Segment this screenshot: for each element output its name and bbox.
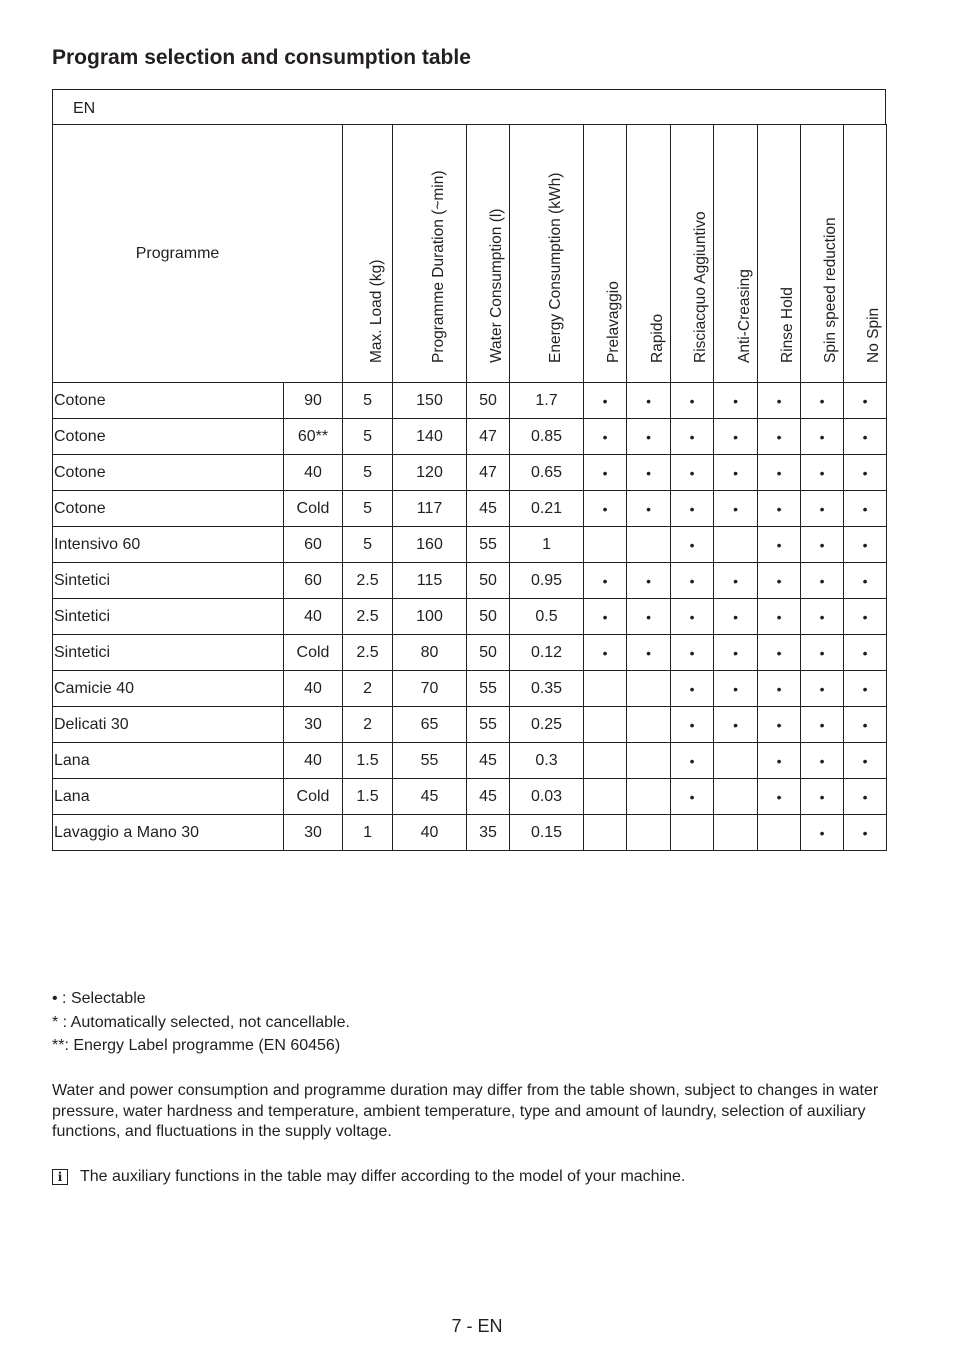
consumption-note: Water and power consumption and programme duration may differ from the table shown, subject to changes in water pressure, water hardness and temperature, ambient temperature, type and amount of laundry, selection of auxiliary functions, and fluctuations in the supply voltage.	[52, 1082, 879, 1140]
option-cell: •	[844, 671, 887, 707]
option-cell: •	[671, 563, 714, 599]
max-load-cell: 1.5	[343, 743, 393, 779]
program-table-container	[52, 89, 886, 851]
energy-consumption-cell: 1.7	[510, 383, 584, 419]
water-consumption-cell: 45	[467, 743, 510, 779]
temperature-cell: 40	[284, 671, 343, 707]
water-consumption-cell: 55	[467, 671, 510, 707]
duration-cell: 80	[393, 635, 467, 671]
page-title: Program selection and consumption table	[52, 46, 471, 69]
option-cell: •	[714, 419, 758, 455]
option-cell	[627, 527, 671, 563]
temperature-cell: 30	[284, 815, 343, 851]
option-cell	[627, 743, 671, 779]
option-cell	[671, 815, 714, 851]
option-cell: •	[714, 599, 758, 635]
option-cell: •	[801, 707, 844, 743]
programme-name-cell: Delicati 30	[53, 707, 284, 743]
option-cell: •	[671, 707, 714, 743]
option-cell	[758, 815, 801, 851]
option-cell: •	[801, 383, 844, 419]
water-consumption-cell: 45	[467, 491, 510, 527]
option-cell	[714, 779, 758, 815]
language-label: EN	[52, 89, 886, 124]
legend	[52, 987, 350, 1058]
option-cell: •	[714, 455, 758, 491]
option-cell: •	[627, 563, 671, 599]
option-cell	[627, 779, 671, 815]
table-row	[53, 743, 887, 779]
energy-consumption-cell: 0.03	[510, 779, 584, 815]
table-row	[53, 455, 887, 491]
column-header: Max. Load (kg)	[343, 125, 393, 383]
option-cell: •	[584, 491, 627, 527]
programme-name-cell: Lana	[53, 743, 284, 779]
option-cell: •	[584, 419, 627, 455]
option-cell: •	[671, 455, 714, 491]
duration-cell: 140	[393, 419, 467, 455]
column-header: Risciacquo Aggiuntivo	[671, 125, 714, 383]
temperature-cell: Cold	[284, 491, 343, 527]
table-row	[53, 671, 887, 707]
duration-cell: 65	[393, 707, 467, 743]
option-cell: •	[844, 383, 887, 419]
temperature-cell: Cold	[284, 779, 343, 815]
option-cell: •	[844, 419, 887, 455]
water-consumption-cell: 50	[467, 635, 510, 671]
option-cell: •	[758, 635, 801, 671]
max-load-cell: 5	[343, 527, 393, 563]
option-cell: •	[758, 671, 801, 707]
water-consumption-cell: 50	[467, 383, 510, 419]
max-load-cell: 2.5	[343, 635, 393, 671]
column-header: Energy Consumption (kWh)	[510, 125, 584, 383]
option-cell: •	[584, 635, 627, 671]
table-row	[53, 707, 887, 743]
option-cell: •	[844, 707, 887, 743]
table-header-row	[53, 125, 887, 383]
option-cell: •	[671, 599, 714, 635]
option-cell: •	[801, 419, 844, 455]
water-consumption-cell: 50	[467, 563, 510, 599]
water-consumption-cell: 45	[467, 779, 510, 815]
option-cell: •	[758, 707, 801, 743]
energy-consumption-cell: 0.21	[510, 491, 584, 527]
option-cell: •	[758, 491, 801, 527]
option-cell: •	[671, 527, 714, 563]
temperature-cell: 30	[284, 707, 343, 743]
option-cell: •	[671, 635, 714, 671]
energy-consumption-cell: 1	[510, 527, 584, 563]
option-cell	[627, 707, 671, 743]
option-cell: •	[627, 383, 671, 419]
temperature-cell: 60**	[284, 419, 343, 455]
water-consumption-cell: 47	[467, 419, 510, 455]
info-icon: i	[52, 1169, 68, 1185]
option-cell: •	[844, 779, 887, 815]
water-consumption-cell: 35	[467, 815, 510, 851]
duration-cell: 120	[393, 455, 467, 491]
temperature-cell: Cold	[284, 635, 343, 671]
programme-name-cell: Sintetici	[53, 563, 284, 599]
duration-cell: 115	[393, 563, 467, 599]
table-row	[53, 635, 887, 671]
energy-consumption-cell: 0.85	[510, 419, 584, 455]
option-cell: •	[801, 599, 844, 635]
max-load-cell: 1	[343, 815, 393, 851]
option-cell: •	[801, 527, 844, 563]
option-cell: •	[844, 815, 887, 851]
option-cell: •	[584, 563, 627, 599]
table-row	[53, 419, 887, 455]
table-row	[53, 527, 887, 563]
option-cell: •	[844, 563, 887, 599]
duration-cell: 40	[393, 815, 467, 851]
option-cell: •	[801, 563, 844, 599]
option-cell: •	[801, 743, 844, 779]
option-cell	[584, 527, 627, 563]
option-cell: •	[627, 491, 671, 527]
option-cell: •	[844, 635, 887, 671]
duration-cell: 55	[393, 743, 467, 779]
option-cell: •	[758, 455, 801, 491]
option-cell: •	[758, 383, 801, 419]
programme-name-cell: Cotone	[53, 491, 284, 527]
option-cell: •	[758, 743, 801, 779]
column-header: Spin speed reduction	[801, 125, 844, 383]
option-cell: •	[714, 707, 758, 743]
max-load-cell: 5	[343, 383, 393, 419]
energy-consumption-cell: 0.35	[510, 671, 584, 707]
option-cell	[714, 815, 758, 851]
programme-name-cell: Camicie 40	[53, 671, 284, 707]
option-cell	[584, 779, 627, 815]
temperature-cell: 60	[284, 563, 343, 599]
temperature-cell: 40	[284, 455, 343, 491]
column-header: Programme Duration (~min)	[393, 125, 467, 383]
max-load-cell: 5	[343, 491, 393, 527]
water-consumption-cell: 55	[467, 527, 510, 563]
energy-consumption-cell: 0.5	[510, 599, 584, 635]
table-row	[53, 815, 887, 851]
option-cell	[714, 743, 758, 779]
programme-name-cell: Lavaggio a Mano 30	[53, 815, 284, 851]
option-cell: •	[671, 743, 714, 779]
option-cell: •	[627, 455, 671, 491]
option-cell	[584, 743, 627, 779]
max-load-cell: 5	[343, 455, 393, 491]
option-cell: •	[844, 455, 887, 491]
option-cell: •	[671, 383, 714, 419]
duration-cell: 117	[393, 491, 467, 527]
option-cell: •	[844, 743, 887, 779]
option-cell: •	[801, 815, 844, 851]
duration-cell: 45	[393, 779, 467, 815]
programme-name-cell: Cotone	[53, 419, 284, 455]
energy-consumption-cell: 0.25	[510, 707, 584, 743]
info-note	[52, 1168, 685, 1186]
duration-cell: 160	[393, 527, 467, 563]
column-header: Water Consumption (l)	[467, 125, 510, 383]
page-number: 7 - EN	[451, 1316, 503, 1336]
option-cell	[584, 671, 627, 707]
programme-name-cell: Sintetici	[53, 599, 284, 635]
energy-consumption-cell: 0.95	[510, 563, 584, 599]
option-cell: •	[758, 779, 801, 815]
table-row	[53, 563, 887, 599]
programme-name-cell: Sintetici	[53, 635, 284, 671]
table-row	[53, 599, 887, 635]
table-row	[53, 779, 887, 815]
option-cell: •	[758, 599, 801, 635]
duration-cell: 100	[393, 599, 467, 635]
legend-item-energy-label: **: Energy Label programme (EN 60456)	[52, 1037, 341, 1054]
legend-item-selectable: • : Selectable	[52, 990, 146, 1007]
energy-consumption-cell: 0.15	[510, 815, 584, 851]
max-load-cell: 2	[343, 707, 393, 743]
duration-cell: 70	[393, 671, 467, 707]
column-header: No Spin	[844, 125, 887, 383]
option-cell: •	[671, 491, 714, 527]
max-load-cell: 2.5	[343, 563, 393, 599]
option-cell	[627, 671, 671, 707]
info-text: The auxiliary functions in the table may differ according to the model of your machine.	[80, 1168, 686, 1185]
water-consumption-cell: 50	[467, 599, 510, 635]
programme-header: Programme	[53, 125, 343, 383]
program-consumption-table	[52, 124, 887, 851]
max-load-cell: 1.5	[343, 779, 393, 815]
option-cell: •	[801, 635, 844, 671]
temperature-cell: 60	[284, 527, 343, 563]
option-cell: •	[627, 635, 671, 671]
option-cell: •	[714, 563, 758, 599]
max-load-cell: 2	[343, 671, 393, 707]
temperature-cell: 40	[284, 743, 343, 779]
legend-item-automatic: * : Automatically selected, not cancellable.	[52, 1013, 350, 1031]
option-cell: •	[671, 779, 714, 815]
column-header: Anti-Creasing	[714, 125, 758, 383]
temperature-cell: 40	[284, 599, 343, 635]
option-cell: •	[714, 671, 758, 707]
option-cell	[627, 815, 671, 851]
option-cell	[584, 815, 627, 851]
option-cell: •	[714, 635, 758, 671]
option-cell: •	[844, 599, 887, 635]
column-header: Rinse Hold	[758, 125, 801, 383]
programme-name-cell: Cotone	[53, 455, 284, 491]
option-cell: •	[801, 671, 844, 707]
option-cell: •	[844, 491, 887, 527]
temperature-cell: 90	[284, 383, 343, 419]
water-consumption-cell: 55	[467, 707, 510, 743]
table-body	[53, 383, 887, 851]
programme-name-cell: Cotone	[53, 383, 284, 419]
option-cell: •	[714, 383, 758, 419]
duration-cell: 150	[393, 383, 467, 419]
option-cell: •	[844, 527, 887, 563]
option-cell: •	[671, 419, 714, 455]
max-load-cell: 5	[343, 419, 393, 455]
option-cell: •	[627, 599, 671, 635]
option-cell: •	[714, 491, 758, 527]
option-cell: •	[671, 671, 714, 707]
option-cell	[584, 707, 627, 743]
water-consumption-cell: 47	[467, 455, 510, 491]
column-header: Rapido	[627, 125, 671, 383]
option-cell: •	[584, 455, 627, 491]
option-cell: •	[801, 491, 844, 527]
option-cell: •	[758, 527, 801, 563]
energy-consumption-cell: 0.12	[510, 635, 584, 671]
option-cell: •	[758, 563, 801, 599]
option-cell: •	[584, 599, 627, 635]
option-cell: •	[627, 419, 671, 455]
option-cell: •	[758, 419, 801, 455]
energy-consumption-cell: 0.3	[510, 743, 584, 779]
max-load-cell: 2.5	[343, 599, 393, 635]
column-header: Prelavaggio	[584, 125, 627, 383]
energy-consumption-cell: 0.65	[510, 455, 584, 491]
option-cell	[714, 527, 758, 563]
table-row	[53, 383, 887, 419]
option-cell: •	[801, 455, 844, 491]
option-cell: •	[584, 383, 627, 419]
programme-name-cell: Lana	[53, 779, 284, 815]
option-cell: •	[801, 779, 844, 815]
programme-name-cell: Intensivo 60	[53, 527, 284, 563]
table-row	[53, 491, 887, 527]
